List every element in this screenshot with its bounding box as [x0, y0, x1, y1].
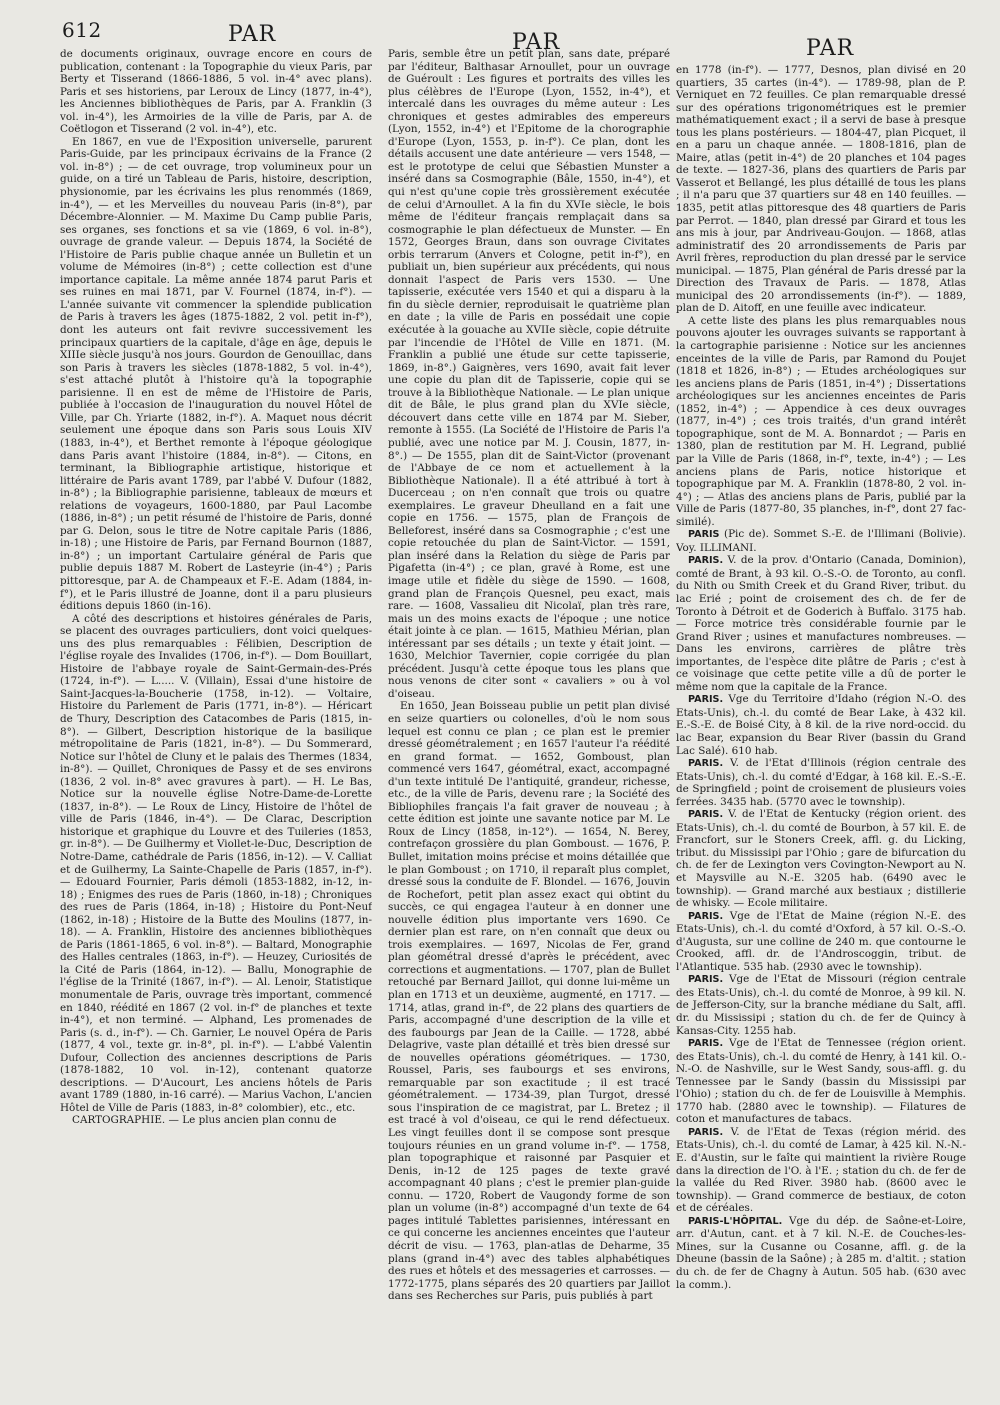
- dictionary-entry: [676, 973, 966, 1037]
- text-column-2: [388, 48, 670, 1388]
- entry-text: V. de l'Etat d'Illinois (région centrale des Etats-Unis), ch.-l. du comté d'Edgar, à 168 kil. E.-S.-E. de Springfield ; point de croisement de plusieurs voies ferrées. 3435 hab. (5770 avec le township).: [676, 757, 966, 808]
- paragraph: en 1778 (in-f°). — 1777, Desnos, plan divisé en 20 quartiers, 35 cartes (in-4°). — 1789-98, plan de P. Verniquet en 72 feuilles. Ce plan remarquable dressé sur des opérations trigonométriques est le premier mathématiquement exact ; il a servi de base à presque tous les plans postérieurs. — 1804-47, plan Picquet, il en a paru un chaque année. — 1808-1816, plan de Maire, atlas (petit in-4°) de 20 planches et 104 pages de texte. — 1827-36, plans des quartiers de Paris par Vasserot et Bellangé, les plus détaillé de tous les plans ; il n'a paru que 37 quartiers sur 48 en 140 feuilles. — 1835, petit atlas pittoresque des 48 quartiers de Paris par Perrot. — 1840, plan dressé par Girard et tous les ans mis à jour, par Andriveau-Goujon. — 1868, atlas administratif des 20 arrondissements de Paris par Avril frères, reproduction du plan dressé par le service municipal. — 1875, Plan général de Paris dressé par la Direction des Travaux de Paris. — 1878, Atlas municipal des 20 arrondissements (in-f°). — 1889, plan de D. Aitoff, en une feuille avec indicateur.: [676, 64, 966, 315]
- paragraph: de documents originaux, ouvrage encore en cours de publication, contenant : la Topographie du vieux Paris, par Berty et Tisserand (1866-1886, 5 vol. in-4° avec plans). Paris et ses historiens, par Leroux de Lincy (1877, in-4°), les Anciennes bibliothèques de Paris, par A. Franklin (3 vol. in-4°), les Armoiries de la ville de Paris, par A. de Coëtlogon et Tisserand (2 vol. in-4°), etc.: [60, 48, 372, 136]
- dictionary-entry: [676, 1215, 966, 1291]
- entry-headword: PARIS-L'HÔPITAL.: [688, 1215, 783, 1227]
- dictionary-entry: [676, 910, 966, 974]
- entry-text: Vge du dép. de Saône-et-Loire, arr. d'Autun, cant. et à 7 kil. N.-E. de Couches-les-Mines, sur la Cusanne ou Cosanne, affl. g. de la Dheune (bassin de la Saône) ; à 285 m. d'altit. ; station du ch. de fer de Chagny à Autun. 505 hab. (630 avec la comm.).: [676, 1214, 966, 1291]
- entry-headword: PARIS.: [688, 809, 724, 821]
- entry-text: Vge de l'Etat de Maine (région N.-E. des Etats-Unis), ch.-l. du comté d'Oxford, à 57 kil. O.-S.-O. d'Augusta, sur une colline de 240 m. que contourne le Crooked, affl. dr. de l'Androscoggin, tribut. de l'Atlantique. 535 hab. (2930 avec le township).: [676, 909, 966, 973]
- entry-text: Vge de l'Etat de Tennessee (région orient. des Etats-Unis), ch.-l. du comté de Henry, à 141 kil. O.-N.-O. de Nashville, sur le West Sandy, sous-affl. g. du Tennessee par le Sandy (bassin du Mississipi par l'Ohio) ; station du ch. de fer de Louisville à Memphis. 1770 hab. (2880 avec le township). — Filatures de coton et manufactures de tabacs.: [676, 1037, 966, 1126]
- entry-headword: PARIS.: [688, 910, 724, 922]
- entry-headword: PARIS.: [688, 555, 724, 567]
- dictionary-entry: [676, 808, 966, 909]
- running-head-center: PAR: [512, 30, 561, 55]
- paragraph: CARTOGRAPHIE. — Le plus ancien plan connu de: [72, 1114, 337, 1127]
- paragraph: A cette liste des plans les plus remarquables nous pouvons ajouter les ouvrages suivants se rapportant à la cartographie parisienne : Notice sur les anciennes enceintes de la ville de Paris, par Ramond du Poujet (1818 et 1826, in-8°) ; — Etudes archéologiques sur les anciens plans de Paris (1851, in-4°) ; Dissertations archéologiques sur les anciennes enceintes de Paris (1852, in-4°) ; — Appendice à ces deux ouvrages (1877, in-4°) ; ces trois traités, d'un grand intérêt topographique, sont de M. A. Bonnardot ; — Paris en 1380, plan de restitution par M. H. Legrand, publié par la Ville de Paris (1868, in-f°, texte, in-4°) ; — Les anciens plans de Paris, notice historique et topographique par M. A. Franklin (1878-80, 2 vol. in-4°) ; — Atlas des anciens plans de Paris, publié par la Ville de Paris (1877-80, 35 planches, in-f°, dont 27 fac-similé).: [676, 314, 966, 528]
- paragraph: En 1867, en vue de l'Exposition universelle, parurent Paris-Guide, par les principaux écrivains de la France (2 vol. in-8°) ; — de cet ouvrage, trop volumineux pour un guide, on a tiré un Tableau de Paris, histoire, description, physionomie, par les écrivains les plus renommés (1869, in-4°), — et les Merveilles du nouveau Paris (in-8°), par Décembre-Alonnier. — M. Maxime Du Camp publie Paris, ses organes, ses fonctions et sa vie (1869, 6 vol. in-8°), ouvrage de grande valeur. — Depuis 1874, la Société de l'Histoire de Paris publie chaque année un Bulletin et un volume de Mémoires (in-8°) ; cette collection est d'une importance capitale. La même année 1874 parut Paris et ses ruines en mai 1871, par V. Fournel (1874, in-f°). — L'année suivante vit commencer la splendide publication de Paris à travers les âges (1875-1882, 2 vol. petit in-f°), dont les auteurs ont fait revivre successivement les principaux quartiers de la capitale, d'âge en âge, depuis le XIIIe siècle jusqu'à nos jours. Gourdon de Genouillac, dans son Paris à travers les siècles (1878-1882, 5 vol. in-4°), s'est attaché plutôt à l'histoire qu'à la topographie parisienne. Il en est de même de l'Histoire de Paris, publiée à l'occasion de l'inauguration du nouvel Hôtel de Ville, par Ch. Yriarte (1882, in-f°). A. Maquet nous décrit seulement une époque dans son Paris sous Louis XIV (1883, in-4°), et Berthet remonte à l'époque géologique dans Paris avant l'histoire (1884, in-8°). — Citons, en terminant, la Bibliographie artistique, historique et littéraire de Paris avant 1789, par l'abbé V. Dufour (1882, in-8°) ; la Bibliographie parisienne, tableaux de mœurs et relations de voyageurs, 1600-1880, par Paul Lacombe (1886, in-8°) ; un petit résumé de l'histoire de Paris, donné par G. Delon, sous le titre de Notre capitale Paris (1886, in-18) ; une Histoire de Paris, par Fernand Bournon (1887, in-8°) ; un important Cartulaire général de Paris que publie depuis 1887 M. Robert de Lasteyrie (in-4°) ; Paris pittoresque, par A. de Champeaux et F.-E. Adam (1884, in-f°), et le Paris illustré de Joanne, dont il a paru plusieurs éditions depuis 1860 (in-16).: [60, 135, 372, 613]
- entry-headword: PARIS.: [688, 758, 724, 770]
- dictionary-entry: [676, 1126, 966, 1215]
- paragraph: En 1650, Jean Boisseau publie un petit plan divisé en seize quartiers ou colonelles, d'où le nom sous lequel est connu ce plan ; ce plan est le premier dressé géométralement ; en 1657 l'auteur l'a réédité en grand format. — 1652, Gomboust, plan commencé vers 1647, géométral, exact, accompagné d'un texte intitulé De l'antiquité, grandeur, richesse, etc., de la ville de Paris, devenu rare ; la Société des Bibliophiles français l'a fait graver de nouveau ; à cette édition est jointe une savante notice par M. Le Roux de Lincy (1858, in-12°). — 1654, N. Berey, contrefaçon grossière du plan Gomboust. — 1676, P. Bullet, imitation moins précise et moins détaillée que le plan Gomboust ; on 1710, il reparaît plus complet, dressé sous la conduite de F. Blondel. — 1676, Jouvin de Rochefort, petit plan assez exact qui obtint du succès, ce qui engagea l'auteur à en donner une nouvelle édition plus importante vers 1690. Ce dernier plan est rare, on n'en connaît que deux ou trois exemplaires. — 1697, Nicolas de Fer, grand plan géométral dressé d'après le précédent, avec corrections et augmentations. — 1707, plan de Bullet retouché par Bernard Jaillot, qui donne lui-même un plan en 1713 et un deuxième, augmenté, en 1717. — 1714, atlas, grand in-f°, de 22 plans des quartiers de Paris, accompagné d'une description de la ville et des faubourgs par Jean de la Caille. — 1728, abbé Delagrive, vaste plan détaillé et très bien dressé sur de nouvelles opérations géométriques. — 1730, Roussel, Paris, ses faubourgs et ses environs, remarquable par son exactitude ; il est tracé géométralement. — 1734-39, plan Turgot, dressé sous l'inspiration de ce magistrat, par L. Bretez ; il est tracé à vol d'oiseau, ce qui le rend défectueux. Les vingt feuilles dont il se compose sont presque toujours réunies en un grand volume in-f°. — 1758, plan topographique et raisonné par Pasquier et Denis, in-12 de 125 pages de texte gravé accompagnant 40 plans ; c'est le premier plan-guide connu. — 1720, Robert de Vaugondy forme de son plan un volume (in-8°) accompagné d'un texte de 64 pages intitulé Tablettes parisiennes, intéressant en ce qui concerne les anciennes enceintes que l'auteur décrit de visu. — 1763, plan-atlas de Deharme, 35 plans (grand in-4°) avec des tables alphabétiques des rues et hôtels et des messageries et carrosses. — 1772-1775, plans séparés des 20 quartiers par Jaillot dans ses Recherches sur Paris, puis publiés à part: [388, 700, 670, 1303]
- dictionary-entry: [676, 554, 966, 693]
- entry-headword: PARIS.: [688, 974, 724, 986]
- entry-text: (Pic de). Sommet S.-E. de l'Illimani (Bolivie). Voy. ILLIMANI.: [676, 528, 966, 554]
- text-column-1: [60, 48, 372, 1388]
- paragraph: Paris, semble être un petit plan, sans date, préparé par l'éditeur, Balthasar Arnoullet, pour un ouvrage de Guéroult : Les figures et portraits des villes les plus célèbres de l'Europe (Lyon, 1552, in-4°), et intercalé dans les ouvrages du même auteur : Les chroniques et gestes admirables des empereurs (Lyon, 1552, in-4°) et l'Epitome de la chorographie d'Europe (Lyon, 1553, p. in-f°). Ce plan, dont les détails accusent une date antérieure — vers 1548, — est le prototype de celui que Sébastien Munster a inséré dans sa Cosmographie (Bâle, 1550, in-4°), et qui n'est qu'une copie très grossièrement exécutée de celui d'Arnoullet. A la fin du XVIe siècle, le bois même de l'éditeur français remplaçait dans sa cosmographie le plan défectueux de Munster. — En 1572, Georges Braun, dans son ouvrage Civitates orbis terrarum (Anvers et Cologne, petit in-f°), en publiait un, bien supérieur aux précédents, qui nous donnait l'aspect de Paris vers 1530. — Une tapisserie, exécutée vers 1540 et qui a disparu à la fin du siècle dernier, reproduisait le quatrième plan en date ; la ville de Paris en possédait une copie exécutée à la gouache au XVIIe siècle, copie détruite par l'incendie de l'Hôtel de Ville en 1871. (M. Franklin a publié une étude sur cette tapisserie, 1869, in-8°.) Gaignères, vers 1690, avait fait lever une copie du plan dit de Tapisserie, copie qui se trouve à la Bibliothèque Nationale. — Le plan unique dit de Bâle, le plus grand plan du XVIe siècle, découvert dans cette ville en 1874 par M. Sieber, remonte à 1555. (La Société de l'Histoire de Paris l'a publié, avec une notice par M. J. Cousin, 1877, in-8°.) — De 1555, plan dit de Saint-Victor (provenant de l'Abbaye de ce nom et actuellement à la Bibliothèque Nationale). Il a été attribué à tort à Ducerceau ; on n'en connaît que trois ou quatre exemplaires. Le graveur Dheulland en a fait une copie en 1756. — 1575, plan de François de Belleforest, inséré dans sa Cosmographie ; c'est une copie retouchée du plan de Saint-Victor. — 1591, plan inséré dans la Relation du siège de Paris par Pigafetta (in-4°) ; ce plan, gravé à Rome, est une image utile et fidèle du siège de 1590. — 1608, grand plan de François Quesnel, peu exact, mais rare. — 1608, Vassalieu dit Nicolaï, plan très rare, mais un des moins exacts de l'époque ; une notice était jointe à ce plan. — 1615, Mathieu Mérian, plan intéressant par ses détails ; un texte y était joint. — 1630, Melchior Tavernier, copie corrigée du plan précédent. Jusqu'à cette époque tous les plans que nous venons de citer sont « cavaliers » ou à vol d'oiseau.: [388, 48, 670, 700]
- entry-text: Vge du Territoire d'Idaho (région N.-O. des Etats-Unis), ch.-l. du comté de Bear Lake, à 432 kil. E.-S.-E. de Boisé City, à 8 kil. de la rive nord-occid. du lac Bear, expansion du Bear River (bassin du Grand Lac Salé). 610 hab.: [676, 693, 966, 757]
- entry-headword: PARIS.: [688, 1126, 724, 1138]
- entry-text: V. de l'Etat de Kentucky (région orient. des Etats-Unis), ch.-l. du comté de Bourbon, à 57 kil. E. de Francfort, sur le Stoners Creek, affl. g. du Licking, tribut. du Mississipi par l'Ohio ; gare de bifurcation du ch. de fer de Lexington vers Covington-Newport au N. et Maysville au N.-E. 3205 hab. (6490 avec le township). — Grand marché aux bestiaux ; distillerie de whisky. — Ecole militaire.: [676, 808, 966, 910]
- dictionary-entry: [676, 757, 966, 808]
- entry-headword: PARIS.: [688, 694, 724, 706]
- entry-text: V. de l'Etat de Texas (région mérid. des Etats-Unis), ch.-l. du comté de Lamar, à 425 kil. N.-N.-E. d'Austin, sur le faîte qui maintient la rivière Rouge dans la direction de l'O. à l'E. ; station du ch. de fer de la vallée du Red River. 3980 hab. (8600 avec le township). — Grand commerce de bestiaux, de coton et de céréales.: [676, 1125, 966, 1215]
- dictionary-entry: [676, 528, 966, 554]
- dictionary-entry: [676, 1037, 966, 1126]
- running-head-left: PAR: [228, 22, 277, 47]
- text-column-3: [676, 64, 966, 1334]
- paragraph: A côté des descriptions et histoires générales de Paris, se placent des ouvrages particuliers, dont voici quelques-uns des plus remarquables : Félibien, Description de l'église royale des Invalides (1706, in-f°). — Dom Bouillart, Histoire de l'abbaye royale de Saint-Germain-des-Prés (1724, in-f°). — L..... V. (Villain), Essai d'une histoire de Saint-Jacques-la-Boucherie (1758, in-12). — Voltaire, Histoire du Parlement de Paris (1771, in-8°). — Héricart de Thury, Description des Catacombes de Paris (1815, in-8°). — Gilbert, Description historique de la basilique métropolitaine de Paris (1821, in-8°). — Du Sommerard, Notice sur l'hôtel de Cluny et le palais des Thermes (1834, in-8°). — Quillet, Chroniques de Passy et de ses environs (1836, 2 vol. in-8° avec gravures à part). — H. Le Bas, Notice sur la nouvelle église Notre-Dame-de-Lorette (1837, in-8°). — Le Roux de Lincy, Histoire de l'hôtel de ville de Paris (1846, in-4°). — De Clarac, Description historique et graphique du Louvre et des Tuileries (1853, gr. in-8°). — De Guilhermy et Viollet-le-Duc, Description de Notre-Dame, cathédrale de Paris (1856, in-12). — V. Calliat et de Guilhermy, La Sainte-Chapelle de Paris (1857, in-f°). — Edouard Fournier, Paris démoli (1853-1882, in-12, in-18) ; Enigmes des rues de Paris (1860, in-18) ; Chroniques des rues de Paris (1864, in-18) ; Histoire du Pont-Neuf (1862, in-18) ; Histoire de la Butte des Moulins (1877, in-18). — A. Franklin, Histoire des anciennes bibliothèques de Paris (1861-1865, 6 vol. in-8°). — Baltard, Monographie des Halles centrales (1863, in-f°). — Heuzey, Curiosités de la Cité de Paris (1864, in-12). — Ballu, Monographie de l'église de la Trinité (1867, in-f°). — Al. Lenoir, Statistique monumentale de Paris, ouvrage très important, commencé en 1840, réédité en 1867 (2 vol. in-f° de planches et texte in-4°), et non terminé. — Alphand, Les promenades de Paris (s. d., in-f°). — Ch. Garnier, Le nouvel Opéra de Paris (1877, 4 vol., texte gr. in-8°, pl. in-f°). — L'abbé Valentin Dufour, Collection des anciennes descriptions de Paris (1878-1882, 10 vol. in-12), contenant quatorze descriptions. — D'Aucourt, Les anciens hôtels de Paris avant 1789 (1880, in-16 carré). — Marius Vachon, L'ancien Hôtel de Ville de Paris (1883, in-8° colombier), etc., etc.: [60, 612, 372, 1114]
- page-number: 612: [62, 18, 102, 42]
- running-head-right: PAR: [806, 36, 855, 61]
- entry-text: Vge de l'Etat de Missouri (région centrale des Etats-Unis), ch.-l. du comté de Monroe, à 99 kil. N. de Jefferson-City, sur la branche médiane du Salt, affl. dr. du Mississipi ; station du ch. de fer de Quincy à Kansas-City. 1255 hab.: [676, 973, 966, 1037]
- entry-headword: PARIS.: [688, 1038, 724, 1050]
- entry-text: V. de la prov. d'Ontario (Canada, Dominion), comté de Brant, à 93 kil. O.-S.-O. de Toronto, au confl. du Nith ou Smith Creek et du Grand River, tribut. du lac Erié ; point de croisement des ch. de fer de Toronto à Détroit et de Goderich à Buffalo. 3175 hab. — Force motrice très considérable fournie par le Grand River ; usines et manufactures nombreuses. — Dans les environs, carrières de plâtre très importantes, de l'espèce dite plâtre de Paris ; c'est à ce voisinage que cette petite ville a dû de porter le même nom que la capitale de la France.: [676, 554, 966, 693]
- entry-headword: PARIS: [688, 529, 720, 541]
- dictionary-entry: [676, 693, 966, 757]
